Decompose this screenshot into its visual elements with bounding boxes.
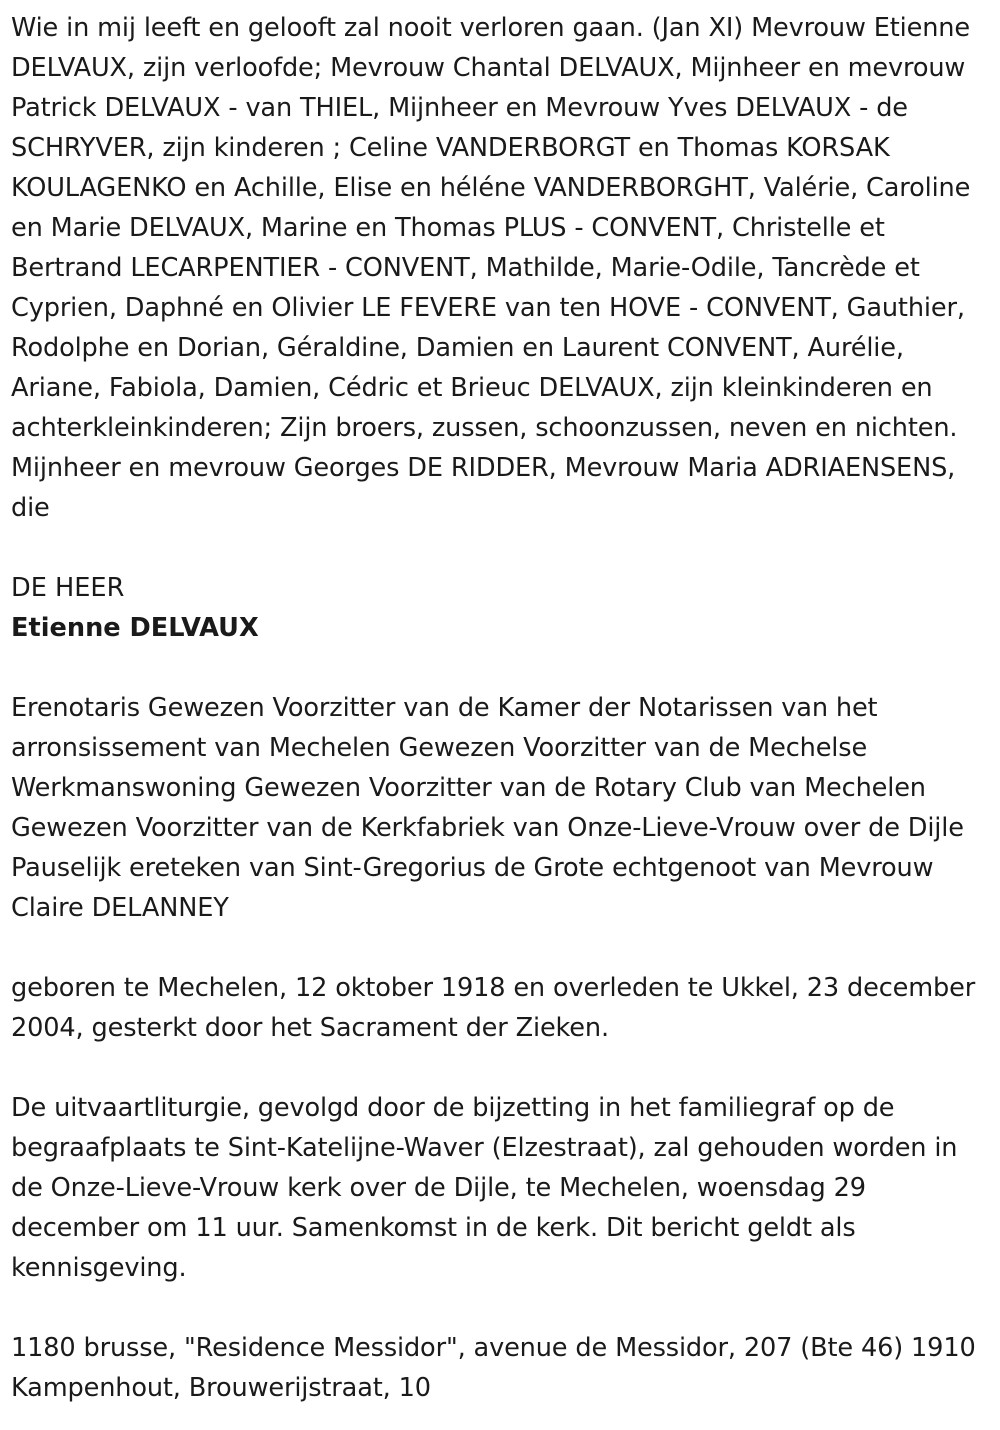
spacer	[11, 648, 989, 688]
spacer	[11, 1048, 989, 1088]
titles-paragraph: Erenotaris Gewezen Voorzitter van de Kamer der Notarissen van het arronsissement van Mechelen Gewezen Voorzitter van de Mechelse Werkmanswoning Gewezen Voorzitter van de Rotary Club van Mechelen Gewezen Voorzitter van de Kerkfabriek van Onze-Lieve-Vrouw over de Dijle Pauselijk ereteken van Sint-Gregorius de Grote echtgenoot van Mevrouw Claire DELANNEY	[11, 693, 964, 923]
birth-death-paragraph: geboren te Mechelen, 12 oktober 1918 en overleden te Ukkel, 23 december 2004, gesterkt door het Sacrament der Zieken.	[11, 973, 976, 1043]
funeral-paragraph: De uitvaartliturgie, gevolgd door de bijzetting in het familiegraf op de begraafplaats te Sint-Katelijne-Waver (Elzestraat), zal gehouden worden in de Onze-Lieve-Vrouw kerk over de Dijle, te Mechelen, woensdag 29 december om 11 uur. Samenkomst in de kerk. Dit bericht geldt als kennisgeving.	[11, 1093, 958, 1283]
spacer	[11, 528, 989, 568]
intro-paragraph: Wie in mij leeft en gelooft zal nooit verloren gaan. (Jan XI) Mevrouw Etienne DELVAUX, zijn verloofde; Mevrouw Chantal DELVAUX, Mijnheer en mevrouw Patrick DELVAUX - van THIEL, Mijnheer en Mevrouw Yves DELVAUX - de SCHRYVER, zijn kinderen ; Celine VANDERBORGT en Thomas KORSAK KOULAGENKO en Achille, Elise en héléne VANDERBORGHT, Valérie, Caroline en Marie DELVAUX, Marine en Thomas PLUS - CONVENT, Christelle et Bertrand LECARPENTIER - CONVENT, Mathilde, Marie-Odile, Tancrède et Cyprien, Daphné en Olivier LE FEVERE van ten HOVE - CONVENT, Gauthier, Rodolphe en Dorian, Géraldine, Damien en Laurent CONVENT, Aurélie, Ariane, Fabiola, Damien, Cédric et Brieuc DELVAUX, zijn kleinkinderen en achterkleinkinderen; Zijn broers, zussen, schoonzussen, neven en nichten. Mijnheer en mevrouw Georges DE RIDDER, Mevrouw Maria ADRIAENSENS, die	[11, 13, 971, 523]
honorific: DE HEER	[11, 573, 125, 603]
spacer	[11, 1288, 989, 1328]
address-paragraph: 1180 brusse, "Residence Messidor", avenue de Messidor, 207 (Bte 46) 1910 Kampenhout, Brouwerijstraat, 10	[11, 1333, 976, 1403]
spacer	[11, 928, 989, 968]
deceased-name: Etienne DELVAUX	[11, 613, 259, 643]
